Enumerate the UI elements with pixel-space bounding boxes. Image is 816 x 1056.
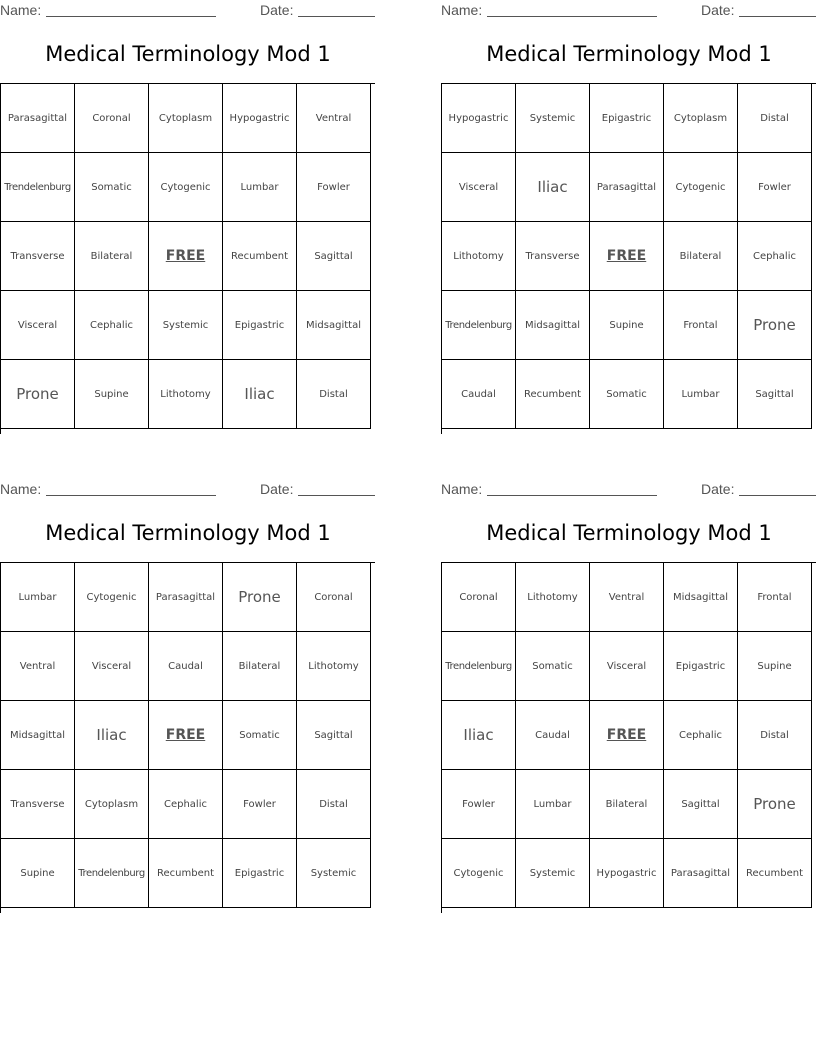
bingo-cell: Sagittal xyxy=(664,770,738,839)
bingo-cell: Sagittal xyxy=(297,222,371,291)
bingo-cell: Recumbent xyxy=(223,222,297,291)
bingo-cell: Cytogenic xyxy=(442,839,516,908)
bingo-cell: Lumbar xyxy=(664,360,738,429)
bingo-cell: Prone xyxy=(223,563,297,632)
name-blank-line xyxy=(487,16,657,17)
bingo-cell: Prone xyxy=(1,360,75,429)
bingo-cell: Trendelenburg xyxy=(442,291,516,360)
bingo-cell: Supine xyxy=(1,839,75,908)
bingo-cell: Somatic xyxy=(75,153,149,222)
bingo-cell: Parasagittal xyxy=(1,84,75,153)
bingo-cell: Iliac xyxy=(516,153,590,222)
bingo-cell: Iliac xyxy=(442,701,516,770)
date-label: Date: xyxy=(701,481,735,497)
bingo-cell: Systemic xyxy=(516,839,590,908)
bingo-cell: Epigastric xyxy=(590,84,664,153)
bingo-cell: Visceral xyxy=(590,632,664,701)
bingo-cell: Recumbent xyxy=(149,839,223,908)
bingo-cell: Epigastric xyxy=(223,291,297,360)
name-blank-line xyxy=(46,495,216,496)
date-blank-line xyxy=(298,16,375,17)
free-space-cell: FREE xyxy=(590,222,664,291)
bingo-cell: Fowler xyxy=(297,153,371,222)
bingo-cell: Iliac xyxy=(75,701,149,770)
bingo-grid xyxy=(0,83,375,434)
bingo-cell: Distal xyxy=(738,701,812,770)
bingo-cell: Lumbar xyxy=(516,770,590,839)
bingo-cell: Coronal xyxy=(297,563,371,632)
bingo-card-3 xyxy=(0,479,376,919)
name-label: Name: xyxy=(0,481,42,497)
bingo-cell: Frontal xyxy=(664,291,738,360)
bingo-cell: Bilateral xyxy=(75,222,149,291)
bingo-cell: Fowler xyxy=(223,770,297,839)
card-title: Medical Terminology Mod 1 xyxy=(486,521,772,545)
bingo-cell: Prone xyxy=(738,770,812,839)
bingo-cell: Transverse xyxy=(516,222,590,291)
bingo-cell: Bilateral xyxy=(664,222,738,291)
bingo-cell: Supine xyxy=(738,632,812,701)
bingo-cell: Distal xyxy=(297,360,371,429)
bingo-cell: Bilateral xyxy=(590,770,664,839)
bingo-cell: Lumbar xyxy=(1,563,75,632)
bingo-cell: Ventral xyxy=(297,84,371,153)
card-title: Medical Terminology Mod 1 xyxy=(45,42,331,66)
bingo-cell: Cephalic xyxy=(738,222,812,291)
date-label: Date: xyxy=(260,481,294,497)
bingo-cell: Caudal xyxy=(516,701,590,770)
bingo-cell: Caudal xyxy=(442,360,516,429)
bingo-cell: Hypogastric xyxy=(223,84,297,153)
bingo-cell: Lithotomy xyxy=(516,563,590,632)
date-blank-line xyxy=(739,495,816,496)
name-date-row xyxy=(0,481,376,499)
bingo-cell: Systemic xyxy=(516,84,590,153)
bingo-cell: Sagittal xyxy=(297,701,371,770)
bingo-cell: Supine xyxy=(75,360,149,429)
bingo-cell: Lithotomy xyxy=(442,222,516,291)
bingo-cell: Lithotomy xyxy=(297,632,371,701)
bingo-grid xyxy=(0,562,375,913)
bingo-cell: Coronal xyxy=(442,563,516,632)
bingo-cell: Transverse xyxy=(1,222,75,291)
bingo-cell: Lumbar xyxy=(223,153,297,222)
card-title: Medical Terminology Mod 1 xyxy=(45,521,331,545)
free-space-cell: FREE xyxy=(149,701,223,770)
bingo-cell: Systemic xyxy=(149,291,223,360)
bingo-cell: Systemic xyxy=(297,839,371,908)
bingo-cell: Cephalic xyxy=(664,701,738,770)
card-title: Medical Terminology Mod 1 xyxy=(486,42,772,66)
bingo-cell: Fowler xyxy=(442,770,516,839)
bingo-grid xyxy=(441,83,816,434)
bingo-cell: Visceral xyxy=(442,153,516,222)
bingo-cell: Supine xyxy=(590,291,664,360)
free-space-cell: FREE xyxy=(149,222,223,291)
bingo-cell: Sagittal xyxy=(738,360,812,429)
bingo-cell: Epigastric xyxy=(223,839,297,908)
bingo-cell: Somatic xyxy=(590,360,664,429)
bingo-cell: Trendelenburg xyxy=(442,632,516,701)
bingo-card-2 xyxy=(441,0,816,440)
date-blank-line xyxy=(298,495,375,496)
bingo-cell: Frontal xyxy=(738,563,812,632)
name-label: Name: xyxy=(0,2,42,18)
bingo-card-1 xyxy=(0,0,376,440)
name-blank-line xyxy=(46,16,216,17)
bingo-cell: Cytoplasm xyxy=(75,770,149,839)
bingo-cell: Iliac xyxy=(223,360,297,429)
bingo-cell: Cytoplasm xyxy=(664,84,738,153)
bingo-cell: Ventral xyxy=(590,563,664,632)
bingo-cell: Midsagittal xyxy=(297,291,371,360)
name-date-row xyxy=(441,481,816,499)
bingo-cell: Cytogenic xyxy=(664,153,738,222)
bingo-cell: Cephalic xyxy=(149,770,223,839)
bingo-cell: Midsagittal xyxy=(664,563,738,632)
bingo-cell: Somatic xyxy=(516,632,590,701)
date-label: Date: xyxy=(260,2,294,18)
name-label: Name: xyxy=(441,2,483,18)
bingo-cell: Cytogenic xyxy=(149,153,223,222)
bingo-cell: Cytogenic xyxy=(75,563,149,632)
bingo-cell: Coronal xyxy=(75,84,149,153)
bingo-cell: Distal xyxy=(738,84,812,153)
bingo-cell: Somatic xyxy=(223,701,297,770)
name-blank-line xyxy=(487,495,657,496)
bingo-cell: Caudal xyxy=(149,632,223,701)
bingo-cell: Recumbent xyxy=(738,839,812,908)
name-label: Name: xyxy=(441,481,483,497)
bingo-cell: Ventral xyxy=(1,632,75,701)
bingo-cell: Hypogastric xyxy=(442,84,516,153)
date-blank-line xyxy=(739,16,816,17)
bingo-cell: Prone xyxy=(738,291,812,360)
bingo-cell: Fowler xyxy=(738,153,812,222)
bingo-cell: Parasagittal xyxy=(590,153,664,222)
bingo-cell: Parasagittal xyxy=(149,563,223,632)
bingo-cell: Transverse xyxy=(1,770,75,839)
bingo-cell: Hypogastric xyxy=(590,839,664,908)
bingo-cell: Visceral xyxy=(75,632,149,701)
bingo-cell: Lithotomy xyxy=(149,360,223,429)
free-space-cell: FREE xyxy=(590,701,664,770)
bingo-cell: Cephalic xyxy=(75,291,149,360)
bingo-cell: Trendelenburg xyxy=(1,153,75,222)
bingo-cell: Cytoplasm xyxy=(149,84,223,153)
bingo-cell: Parasagittal xyxy=(664,839,738,908)
bingo-cell: Epigastric xyxy=(664,632,738,701)
bingo-cell: Midsagittal xyxy=(1,701,75,770)
name-date-row xyxy=(441,2,816,20)
date-label: Date: xyxy=(701,2,735,18)
bingo-cell: Trendelenburg xyxy=(75,839,149,908)
bingo-cell: Visceral xyxy=(1,291,75,360)
bingo-cell: Recumbent xyxy=(516,360,590,429)
name-date-row xyxy=(0,2,376,20)
bingo-cell: Distal xyxy=(297,770,371,839)
bingo-card-4 xyxy=(441,479,816,919)
bingo-cell: Bilateral xyxy=(223,632,297,701)
bingo-grid xyxy=(441,562,816,913)
bingo-cell: Midsagittal xyxy=(516,291,590,360)
